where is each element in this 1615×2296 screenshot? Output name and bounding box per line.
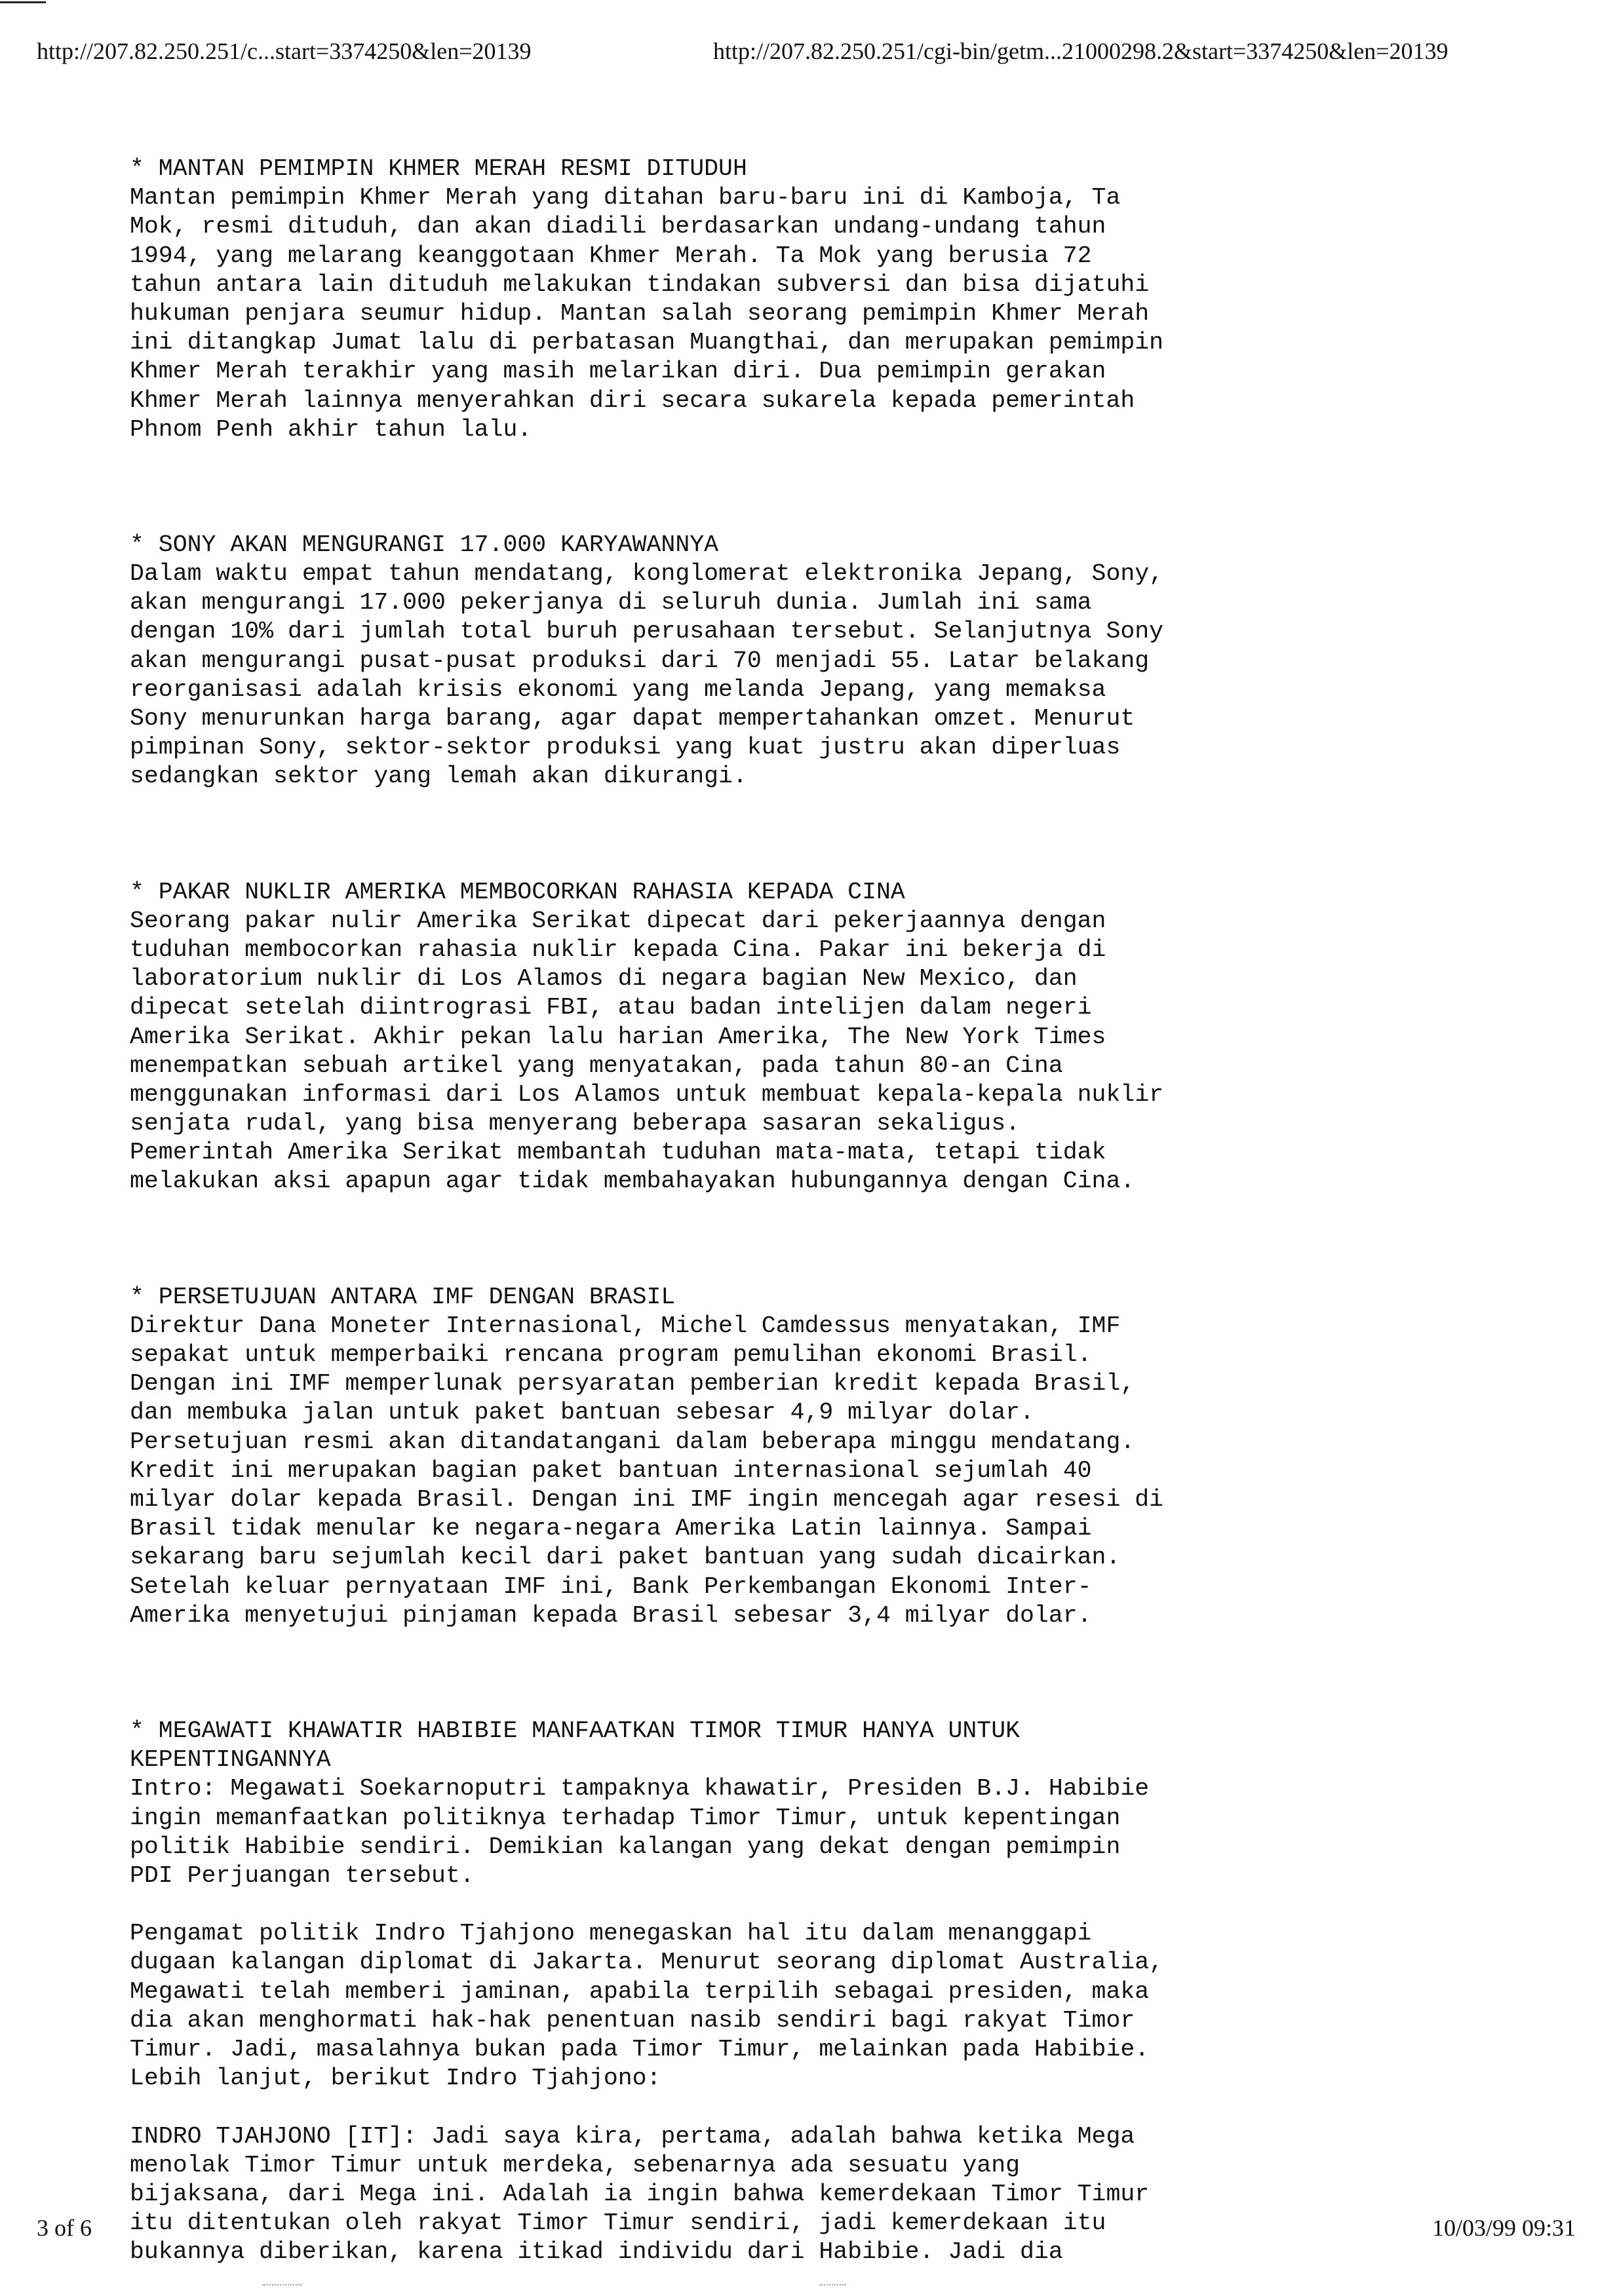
text-line: Pengamat politik Indro Tjahjono menegaskan hal itu dalam menanggapi bbox=[130, 1920, 1092, 1947]
text-line: akan mengurangi pusat-pusat produksi dari 70 menjadi 55. Latar belakang bbox=[130, 647, 1150, 674]
news-article bbox=[130, 1283, 1519, 1630]
article-title: * PAKAR NUKLIR AMERIKA MEMBOCORKAN RAHASIA KEPADA CINA bbox=[130, 878, 905, 906]
article-paragraph bbox=[130, 2122, 1519, 2267]
text-line: INDRO TJAHJONO [IT]: Jadi saya kira, pertama, adalah bahwa ketika Mega bbox=[130, 2122, 1135, 2150]
text-line: bukannya diberikan, karena itikad individu dari Habibie. Jadi dia bbox=[130, 2238, 1063, 2266]
text-line: tuduhan membocorkan rahasia nuklir kepada Cina. Pakar ini bekerja di bbox=[130, 936, 1106, 963]
text-line: Dalam waktu empat tahun mendatang, konglomerat elektronika Jepang, Sony, bbox=[130, 560, 1164, 588]
text-line: dan membuka jalan untuk paket bantuan sebesar 4,9 milyar dolar. bbox=[130, 1399, 1034, 1426]
text-line: menolak Timor Timur untuk merdeka, sebenarnya ada sesuatu yang bbox=[130, 2151, 1021, 2179]
text-line: dugaan kalangan diplomat di Jakarta. Menurut seorang diplomat Australia, bbox=[130, 1949, 1164, 1976]
news-article bbox=[130, 878, 1519, 1196]
text-line: dipecat setelah diintrograsi FBI, atau badan intelijen dalam negeri bbox=[130, 994, 1092, 1022]
article-paragraph bbox=[130, 1919, 1519, 2093]
header-url-right: http://207.82.250.251/cgi-bin/getm...21000298.2&start=3374250&len=20139 bbox=[713, 38, 1449, 64]
text-line: Lebih lanjut, berikut Indro Tjahjono: bbox=[130, 2065, 661, 2092]
text-line: Intro: Megawati Soekarnoputri tampaknya khawatir, Presiden B.J. Habibie bbox=[130, 1775, 1150, 1803]
article-paragraph bbox=[130, 183, 1519, 444]
text-line: bijaksana, dari Mega ini. Adalah ia ingin bahwa kemerdekaan Timor Timur bbox=[130, 2180, 1150, 2208]
text-line: Mok, resmi dituduh, dan akan diadili berdasarkan undang-undang tahun bbox=[130, 213, 1106, 240]
text-line: Brasil tidak menular ke negara-negara Amerika Latin lainnya. Sampai bbox=[130, 1515, 1092, 1542]
article-title: * MEGAWATI KHAWATIR HABIBIE MANFAATKAN TIMOR TIMUR HANYA UNTUK KEPENTINGANNYA bbox=[130, 1717, 1021, 1774]
text-line: Khmer Merah terakhir yang masih melarikan diri. Dua pemimpin gerakan bbox=[130, 358, 1106, 385]
top-edge-rule bbox=[0, 1, 46, 3]
print-datetime: 10/03/99 09:31 bbox=[1431, 2215, 1576, 2241]
text-line: melakukan aksi apapun agar tidak membahayakan hubungannya dengan Cina. bbox=[130, 1168, 1135, 1195]
text-line: politik Habibie sendiri. Demikian kalangan yang dekat dengan pemimpin bbox=[130, 1833, 1121, 1860]
text-line: senjata rudal, yang bisa menyerang beberapa sasaran sekaligus. bbox=[130, 1110, 1021, 1138]
page-number: 3 of 6 bbox=[37, 2215, 92, 2241]
text-line: Sony menurunkan harga barang, agar dapat mempertahankan omzet. Menurut bbox=[130, 705, 1135, 733]
article-paragraph bbox=[130, 907, 1519, 1196]
text-line: dengan 10% dari jumlah total buruh perusahaan tersebut. Selanjutnya Sony bbox=[130, 618, 1164, 645]
text-line: Amerika Serikat. Akhir pekan lalu harian Amerika, The New York Times bbox=[130, 1023, 1106, 1050]
text-line: menempatkan sebuah artikel yang menyatakan, pada tahun 80-an Cina bbox=[130, 1052, 1063, 1079]
text-line: Khmer Merah lainnya menyerahkan diri secara sukarela kepada pemerintah bbox=[130, 387, 1135, 414]
document-body bbox=[130, 155, 1519, 2267]
text-line: hukuman penjara seumur hidup. Mantan salah seorang pemimpin Khmer Merah bbox=[130, 299, 1150, 327]
text-line: dia akan menghormati hak-hak penentuan nasib sendiri bagi rakyat Timor bbox=[130, 2006, 1135, 2034]
text-line: reorganisasi adalah krisis ekonomi yang melanda Jepang, yang memaksa bbox=[130, 676, 1106, 703]
news-article bbox=[130, 155, 1519, 444]
text-line: ingin memanfaatkan politiknya terhadap Timor Timur, untuk kepentingan bbox=[130, 1804, 1121, 1831]
text-line: menggunakan informasi dari Los Alamos untuk membuat kepala-kepala nuklir bbox=[130, 1081, 1164, 1108]
scan-artifact bbox=[819, 2284, 846, 2289]
text-line: Megawati telah memberi jaminan, apabila terpilih sebagai presiden, maka bbox=[130, 1978, 1150, 2005]
text-line: itu ditentukan oleh rakyat Timor Timur sendiri, jadi kemerdekaan itu bbox=[130, 2210, 1106, 2237]
article-paragraph bbox=[130, 560, 1519, 792]
article-title: * SONY AKAN MENGURANGI 17.000 KARYAWANNYA bbox=[130, 531, 719, 558]
text-line: sedangkan sektor yang lemah akan dikurangi. bbox=[130, 763, 747, 790]
text-line: ini ditangkap Jumat lalu di perbatasan Muangthai, dan merupakan pemimpin bbox=[130, 329, 1164, 356]
text-line: Setelah keluar pernyataan IMF ini, Bank Perkembangan Ekonomi Inter- bbox=[130, 1573, 1092, 1600]
text-line: pimpinan Sony, sektor-sektor produksi yang kuat justru akan diperluas bbox=[130, 734, 1121, 761]
text-line: Amerika menyetujui pinjaman kepada Brasil sebesar 3,4 milyar dolar. bbox=[130, 1601, 1092, 1629]
text-line: 1994, yang melarang keanggotaan Khmer Merah. Ta Mok yang berusia 72 bbox=[130, 242, 1092, 269]
text-line: milyar dolar kepada Brasil. Dengan ini IMF ingin mencegah agar resesi di bbox=[130, 1486, 1164, 1513]
text-line: akan mengurangi 17.000 pekerjanya di seluruh dunia. Jumlah ini sama bbox=[130, 589, 1092, 617]
text-line: tahun antara lain dituduh melakukan tindakan subversi dan bisa dijatuhi bbox=[130, 271, 1150, 298]
text-line: laboratorium nuklir di Los Alamos di negara bagian New Mexico, dan bbox=[130, 965, 1078, 993]
text-line: Dengan ini IMF memperlunak persyaratan pemberian kredit kepada Brasil, bbox=[130, 1370, 1135, 1398]
news-article bbox=[130, 531, 1519, 792]
article-paragraph bbox=[130, 1312, 1519, 1630]
text-line: Seorang pakar nulir Amerika Serikat dipecat dari pekerjaannya dengan bbox=[130, 907, 1106, 934]
article-paragraph bbox=[130, 1774, 1519, 1890]
text-line: Timur. Jadi, masalahnya bukan pada Timor Timur, melainkan pada Habibie. bbox=[130, 2036, 1150, 2063]
article-title: * PERSETUJUAN ANTARA IMF DENGAN BRASIL bbox=[130, 1283, 676, 1311]
text-line: Direktur Dana Moneter Internasional, Michel Camdessus menyatakan, IMF bbox=[130, 1312, 1121, 1339]
scan-artifact bbox=[262, 2284, 302, 2289]
text-line: Persetujuan resmi akan ditandatangani dalam beberapa minggu mendatang. bbox=[130, 1428, 1135, 1455]
text-line: PDI Perjuangan tersebut. bbox=[130, 1862, 475, 1889]
article-title: * MANTAN PEMIMPIN KHMER MERAH RESMI DITUDUH bbox=[130, 155, 747, 182]
header-url-left: http://207.82.250.251/c...start=3374250&len=20139 bbox=[37, 38, 532, 64]
text-line: Mantan pemimpin Khmer Merah yang ditahan baru-baru ini di Kamboja, Ta bbox=[130, 184, 1121, 212]
text-line: Kredit ini merupakan bagian paket bantuan internasional sejumlah 40 bbox=[130, 1457, 1092, 1484]
news-article bbox=[130, 1717, 1519, 2267]
text-line: Pemerintah Amerika Serikat membantah tuduhan mata-mata, tetapi tidak bbox=[130, 1139, 1106, 1166]
text-line: Phnom Penh akhir tahun lalu. bbox=[130, 415, 532, 443]
text-line: sekarang baru sejumlah kecil dari paket bantuan yang sudah dicairkan. bbox=[130, 1544, 1121, 1571]
text-line: sepakat untuk memperbaiki rencana program pemulihan ekonomi Brasil. bbox=[130, 1341, 1092, 1369]
